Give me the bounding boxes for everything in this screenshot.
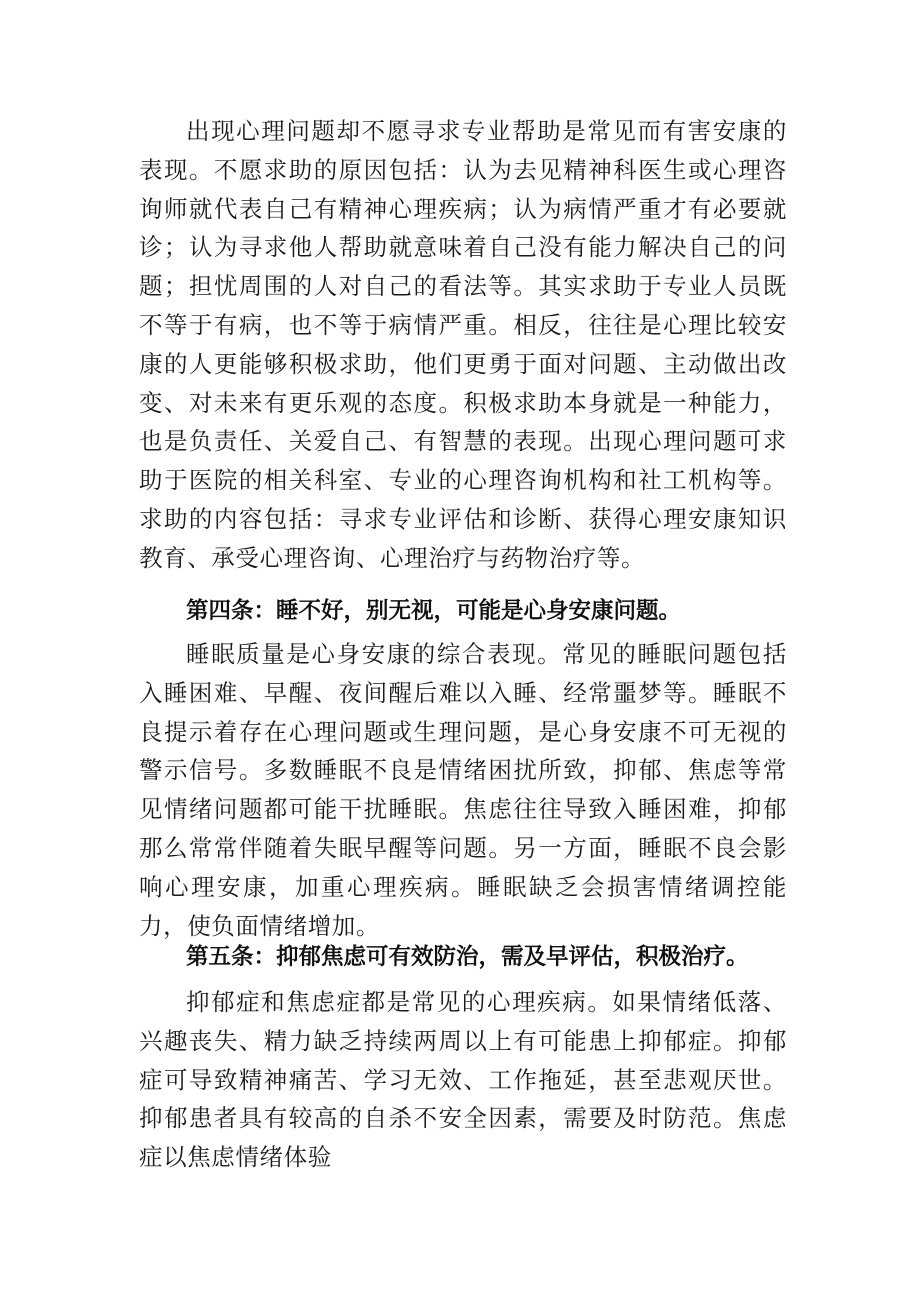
paragraph-text: 出现心理问题却不愿寻求专业帮助是常见而有害安康的表现。不愿求助的原因包括：认为去见精神科医生或心理咨询师就代表自己有精神心理疾病；认为病情严重才有必要就诊；认为寻求他人帮助就意味着自己没有能力解决自己的问题；担忧周围的人对自己的看法等。其实求助于专业人员既不等于有病，也不等于病情严重。相反，往往是心理比较安康的人更能够积极求助，他们更勇于面对问题、主动做出改变、对未来有更乐观的态度。积极求助本身就是一种能力，也是负责任、关爱自己、有智慧的表现。出现心理问题可求助于医院的相关科室、专业的心理咨询机构和社工机构等。求助的内容包括：寻求专业评估和诊断、获得心理安康知识教育、承受心理咨询、心理治疗与药物治疗等。 <box>139 117 787 572</box>
body-paragraph-sleep <box>139 635 787 945</box>
section-heading-article-4: 第四条：睡不好，别无视，可能是心身安康问题。 <box>186 598 682 624</box>
body-paragraph-help-seeking <box>139 112 787 578</box>
body-paragraph-depression-anxiety <box>139 983 787 1177</box>
paragraph-text: 睡眠质量是心身安康的综合表现。常见的睡眠问题包括入睡困难、早醒、夜间醒后难以入睡、经常噩梦等。睡眠不良提示着存在心理问题或生理问题，是心身安康不可无视的警示信号。多数睡眠不良是情绪困扰所致，抑郁、焦虑等常见情绪问题都可能干扰睡眠。焦虑往往导致入睡困难，抑郁那么常常伴随着失眠早醒等问题。另一方面，睡眠不良会影响心理安康，加重心理疾病。睡眠缺乏会损害情绪调控能力，使负面情绪增加。 <box>139 640 787 940</box>
paragraph-text: 抑郁症和焦虑症都是常见的心理疾病。如果情绪低落、兴趣丧失、精力缺乏持续两周以上有可能患上抑郁症。抑郁症可导致精神痛苦、学习无效、工作拖延，甚至悲观厌世。抑郁患者具有较高的自杀不安全因素，需要及时防范。焦虑症以焦虑情绪体验 <box>139 988 787 1172</box>
section-heading-article-5: 第五条：抑郁焦虑可有效防治，需及早评估，积极治疗。 <box>186 944 749 970</box>
